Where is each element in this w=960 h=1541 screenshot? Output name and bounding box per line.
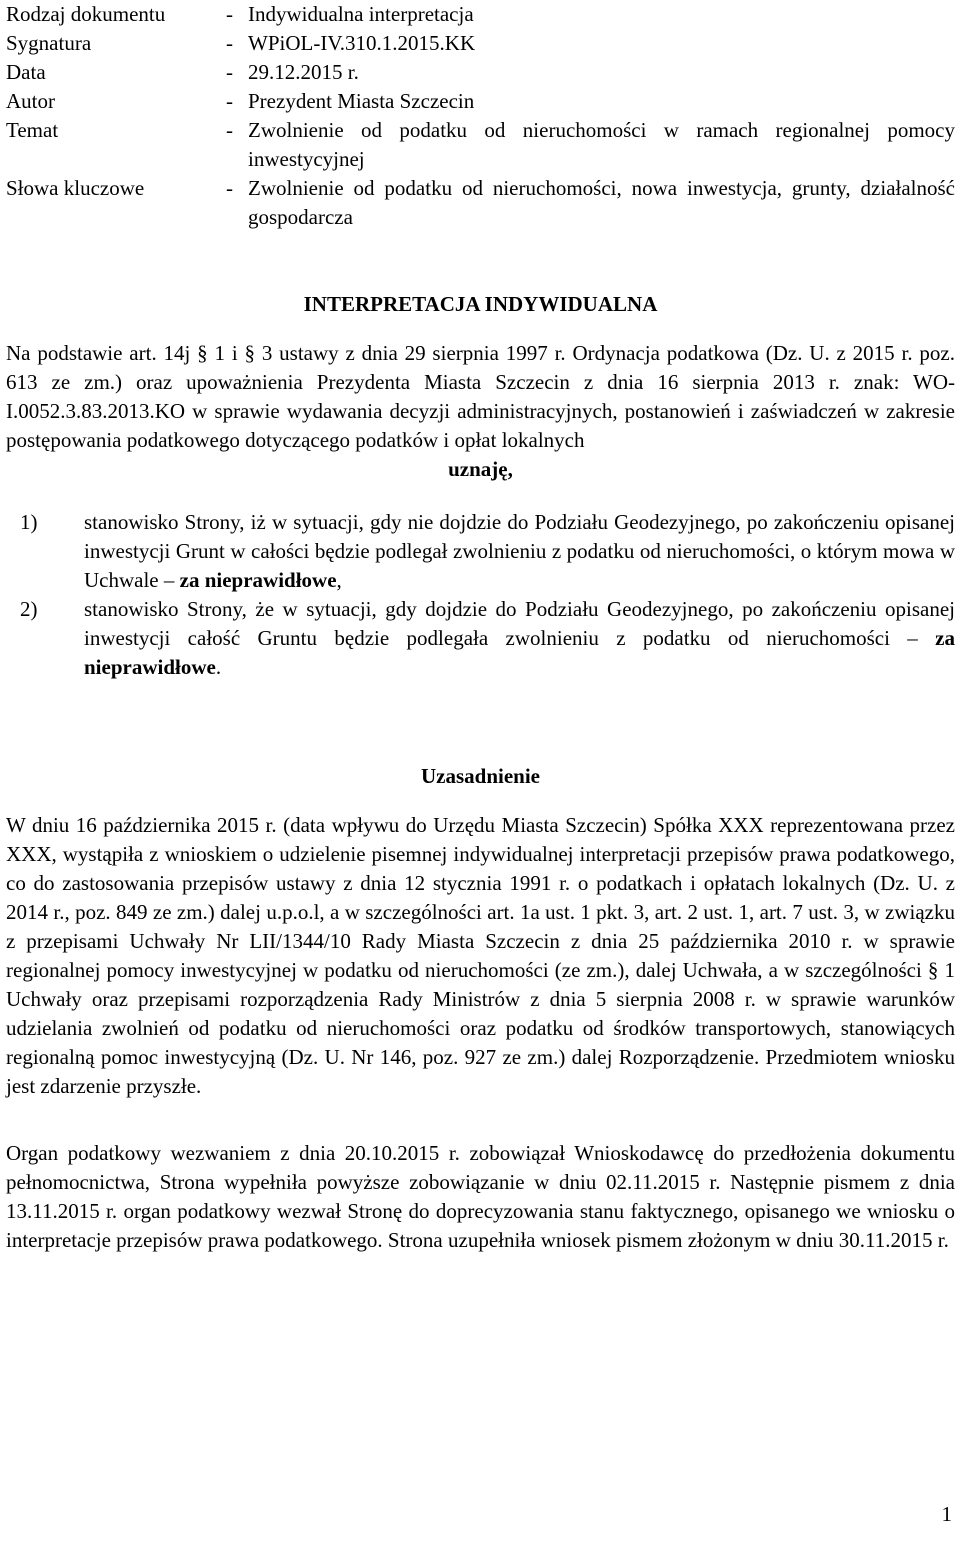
metadata-dash: -: [226, 176, 233, 200]
metadata-row: [6, 116, 955, 174]
metadata-value-text: Zwolnienie od podatku od nieruchomości, nowa inwestycja, grunty, działalność gospodarcza: [248, 176, 955, 229]
metadata-value-text: Prezydent Miasta Szczecin: [248, 89, 475, 113]
metadata-value-text: Zwolnienie od podatku od nieruchomości w ramach regionalnej pomocy inwestycyjnej: [248, 118, 955, 171]
body-paragraph: Organ podatkowy wezwaniem z dnia 20.10.2015 r. zobowiązał Wnioskodawcę do przedłożenia dokumentu pełnomocnictwa, Strona wypełniła powyższe zobowiązanie w dniu 02.11.2015 r. Następnie pismem z dnia 13.11.2015 r. organ podatkowy wezwał Stronę do doprecyzowania stanu faktycznego, opisanego we wniosku o interpretacje przepisów prawa podatkowego. Strona uzupełniła wniosek pismem złożonym w dniu 30.11.2015 r.: [6, 1141, 955, 1252]
list-item: [6, 508, 955, 595]
list-item-number: 2): [20, 597, 38, 621]
metadata-key: Sygnatura: [6, 31, 92, 55]
metadata-row: [6, 174, 955, 232]
metadata-value: [226, 87, 955, 116]
metadata-value-text: WPiOL-IV.310.1.2015.KK: [248, 31, 476, 55]
metadata-key: Słowa kluczowe: [6, 176, 145, 200]
list-item-verdict: za nieprawidłowe: [84, 626, 955, 679]
list-item-end: ,: [336, 568, 342, 592]
metadata-key: Data: [6, 60, 46, 84]
decision-word: uznaję,: [448, 457, 513, 481]
list-item-end: .: [215, 655, 222, 679]
list-item-number: 1): [20, 510, 38, 534]
page-number: 1: [941, 1502, 952, 1526]
list-item-body: [84, 508, 955, 595]
metadata-key: Rodzaj dokumentu: [6, 2, 166, 26]
metadata-dash: -: [226, 60, 233, 84]
metadata-table: [6, 0, 955, 232]
justification-heading: Uzasadnienie: [420, 764, 540, 788]
list-item-text: stanowisko Strony, iż w sytuacji, gdy nie dojdzie do Podziału Geodezyjnego, po zakończeniu opisanej inwestycji Grunt w całości będzie podlegał zwolnieniu z podatku od nieruchomości, o którym mowa w Uchwale –: [84, 510, 955, 592]
list-item-verdict: za nieprawidłowe: [179, 568, 337, 592]
metadata-dash: -: [226, 89, 233, 113]
document-page: [6, 0, 955, 1255]
list-item: [6, 595, 955, 682]
metadata-row: [6, 0, 955, 29]
metadata-value: [226, 174, 955, 232]
metadata-dash: -: [226, 31, 233, 55]
metadata-value: [226, 29, 955, 58]
list-item-body: [84, 595, 955, 682]
metadata-value-text: Indywidualna interpretacja: [248, 2, 474, 26]
metadata-key: Temat: [6, 118, 59, 142]
metadata-key: Autor: [6, 89, 55, 113]
body-paragraph: W dniu 16 października 2015 r. (data wpływu do Urzędu Miasta Szczecin) Spółka XXX reprezentowana przez XXX, wystąpiła z wnioskiem o udzielenie pisemnej indywidualnej interpretacji przepisów prawa podatkowego, co do zastosowania przepisów ustawy z dnia 12 stycznia 1991 r. o podatkach i opłatach lokalnych (Dz. U. z 2014 r., poz. 849 ze zm.) dalej u.p.o.l, a w szczególności art. 1a ust. 1 pkt. 3, art. 2 ust. 1, art. 7 ust. 3, w związku z przepisami Uchwały Nr LII/1344/10 Rady Miasta Szczecin z dnia 25 października 2010 r. w sprawie regionalnej pomocy inwestycyjnej w podatku od nieruchomości (ze zm.), dalej Uchwała, a w szczególności § 1 Uchwały oraz przepisami rozporządzenia Rady Ministrów z dnia 5 sierpnia 2008 r. w sprawie warunków udzielania zwolnień od podatku od nieruchomości oraz podatku od środków transportowych, stanowiących regionalną pomoc inwestycyjną (Dz. U. Nr 146, poz. 927 ze zm.) dalej Rozporządzenie. Przedmiotem wniosku jest zdarzenie przyszłe.: [6, 813, 955, 1098]
metadata-value: [226, 116, 955, 174]
metadata-row: [6, 58, 955, 87]
document-title: INTERPRETACJA INDYWIDUALNA: [303, 292, 658, 316]
decision-list: [6, 508, 955, 682]
metadata-value-text: 29.12.2015 r.: [248, 60, 359, 84]
intro-paragraph: Na podstawie art. 14j § 1 i § 3 ustawy z dnia 29 sierpnia 1997 r. Ordynacja podatkowa (Dz. U. z 2015 r. poz. 613 ze zm.) oraz upoważnienia Prezydenta Miasta Szczecin z dnia 16 sierpnia 2013 r. znak: WO-I.0052.3.83.2013.KO w sprawie wydawania decyzji administracyjnych, postanowień i zaświadczeń w zakresie postępowania podatkowego dotyczącego podatków i opłat lokalnych: [6, 341, 955, 452]
metadata-row: [6, 29, 955, 58]
metadata-dash: -: [226, 118, 233, 142]
list-item-text: stanowisko Strony, że w sytuacji, gdy dojdzie do Podziału Geodezyjnego, po zakończeniu opisanej inwestycji całość Gruntu będzie podlegała zwolnieniu z podatku od nieruchomości –: [84, 597, 955, 650]
metadata-value: [226, 0, 955, 29]
metadata-dash: -: [226, 2, 233, 26]
metadata-value: [226, 58, 955, 87]
metadata-row: [6, 87, 955, 116]
